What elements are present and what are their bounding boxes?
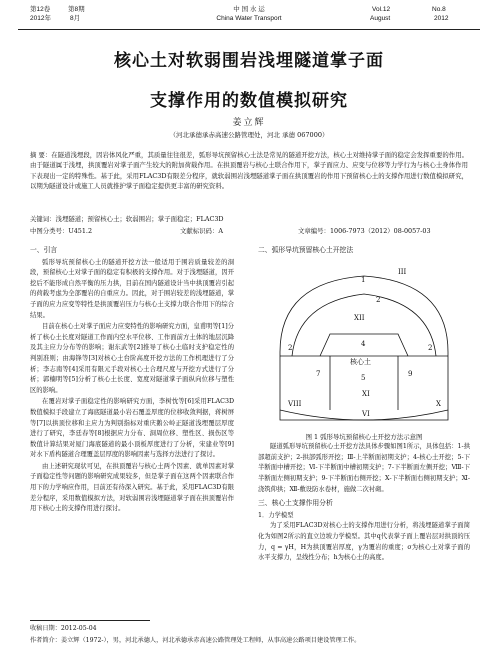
label-11-roman: XI [362,389,370,398]
arch-outline [280,276,448,420]
label-4: 4 [361,339,366,348]
label-5: 5 [361,373,366,382]
received-date: 收稿日期：2012-05-04 [30,625,97,632]
header-journal-en: China Water Transport [216,15,282,22]
header-rule [18,29,480,30]
author-bio: 作者简介：姜立辉（1972-），男，河北承德人，河北承德承赤高速公路管理处工程师，从事高速公路项目建设管理工作。 [30,637,361,644]
header-month-cn: 8月 [70,15,81,22]
paragraph: 由上述研究现状可见，在拱顶覆岩与核心土两个因素、就单因素对掌子面稳定性等问题的影响研究成果较多，但是掌子面在这两个因素联合作用下的力学响应作用，目前还有待深入研究。基于此，采用FLAC3D有限差分程序，采用数值模拟方法，对软弱围岩浅埋隧道掌子面在拱顶覆岩作用下核心土的支撑作用进行探讨。 [30,462,234,513]
header-volume-en: Vol.12 [372,6,391,13]
tunnel-section-figure [258,260,470,430]
label-1: 1 [361,275,366,284]
header-year-en: 2012 [434,15,449,22]
label-core-soil: 核心土 [350,357,371,366]
paragraph: 隧道弧形导坑预留核心土开挖方法具体步骤如图1所示，具体包括：1-拱部超前支护；2-拱部弧形开挖；Ⅲ-上半断面初期支护；4-核心土开挖；5-下半断面中槽开挖；Ⅵ-下半断面中槽初期支护；7-下半断面左侧开挖；Ⅷ-下半断面左侧初期支护；9-下半断面右侧开挖；Ⅹ-下半断面右侧初期支护；Ⅺ-浇筑仰拱；Ⅻ-敷设防水卷材，施做二次衬砌。 [258,443,470,493]
title-line-1: 核心土对软弱围岩浅埋隧道掌子面 [114,51,384,71]
label-6-roman: VI [362,409,370,418]
label-2: 2 [288,343,293,352]
paragraph: 在覆岩对掌子面稳定性的影响研究方面，李树忱等[6]采用FLAC3D数值模拟手段建立了海底隧道最小岩石覆盖厚度的位移收敛判据，蒋树屏等[7]以拱顶位移和主应力为判别指标对重庆鹅公岭正隧道浅埋覆层厚度进行了研究，李廷春等[8]根据应力分布、洞周位移、塑性区、损伤区等数值计算结果对厦门海底隧道的最小顶板厚度进行了分析，宋建业等[9]对水下盾构隧道合理覆盖层厚度的影响因素与选择方法进行了探讨。 [30,398,234,459]
label-7: 7 [316,369,321,378]
label-12-roman: XII [354,313,365,322]
running-header [0,6,498,30]
affiliation: （河北承德承赤高速公路管理处，河北 承德 067000） [169,131,329,139]
section-heading-analysis: 三、核心土支撑作用分析 [258,499,333,508]
header-month-en: August [370,15,391,22]
clc-number: 中图分类号：U451.2 [30,227,93,235]
section-heading-method: 二、弧形导坑预留核心土开挖法 [258,246,354,254]
document-code: 文献标识码：A [180,227,223,235]
paragraph: 为了采用FLAC3D对核心土的支撑作用进行分析，将浅埋隧道掌子面简化为如图2所示的直立边坡力学模型。其中q代表掌子面上覆岩层对拱顶的压力，q = γH，H为拱顶覆岩厚度，γ为覆岩的重度；σ为核心土对掌子面的水平支撑力，呈线性分布；h为核心土的高度。 [258,522,470,562]
header-journal-cn: 中 国 水 运 [233,6,265,13]
left-column [30,245,234,516]
subsection-heading: 1．力学模型 [258,511,294,519]
label-9: 9 [408,369,413,378]
label-2-upper: 2 [376,295,381,304]
keywords: 关键词：浅埋隧道；预留核心土；软弱围岩；掌子面稳定；FLAC3D [30,215,224,223]
label-3-roman: III [398,267,407,276]
header-year-cn: 2012年 [30,15,51,22]
label-10-roman: X [436,399,441,408]
section-heading-intro: 一、引言 [30,246,58,254]
footnote-rule [30,620,150,621]
header-issue-cn: 第8期 [68,6,85,13]
abstract: 摘 要：在隧道浅埋段，因岩体风化严重，其质量往往很差，弧形导坑预留核心土法是常见的隧道开挖方法，核心土对维持掌子面的稳定会发挥重要的作用。由于隧道属于浅埋，拱顶覆岩对掌子面产生较大的附加荷载作用。在拱顶覆岩与核心土联合作用下，掌子面应力、应变与位移等力学行为与核心土身体作用下表现出一定的特殊性。基于此，采用FLAC3D有限差分程序，就软弱围岩浅埋隧道掌子面在拱顶覆岩的作用下预留核心土的支撑作用进行数值模拟研究，以期为隧道设计或施工人员就推护掌子面稳定提供更丰富的研究资料。 [30,151,468,191]
header-number-en: No.8 [432,6,446,13]
label-8-roman: VIII [288,399,302,408]
article-number: 文章编号：1006-7973（2012）08-0057-03 [298,227,431,235]
author: 姜立辉 [232,118,266,128]
right-column [258,245,470,565]
title-line-2: 支撑作用的数值模拟研究 [150,91,348,111]
header-volume-cn: 第12卷 [30,6,51,13]
paragraph: 弧形导坑预留核心土的隧道开挖方法一般适用于围岩质量较差的洞段，预留核心土对掌子面的稳定有积极的支撑作用。对于浅埋隧道，因开挖后不能形成自然平衡的压力拱，目前在国内隧道设计当中拱顶覆岩引起的荷载考虑为全部覆岩的自重应力。因此，对于围岩较差的浅埋隧道，掌子面的应力应变等特性是拱顶覆岩压力与核心土支撑力联合作用下的综合结果。 [30,258,234,319]
figure-caption: 图 1 弧形导坑预留核心土开挖方法示意图 [305,432,423,441]
paragraph: 目前在核心土对掌子面应力应变特性的影响研究方面，皇甫明等[1]分析了核心土长度对隧道工作面内空水平位移、工作面前方土体的地层沉降及其主应力分布等的影响；谢东武等[2]推导了核心土临时支护稳定性的判别准则；由海锋等[3]对核心土台阶高度开挖方法的工作机理进行了分析；李志南等[4]采用有限元手段对核心土合理尺度与开挖方式进行了分析；郭楠明等[5]分析了核心土长度、宽度对隧道掌子面纵向位移与塑性区的影响。 [30,323,234,394]
excavation-diagram [258,260,470,430]
label-2-right: 2 [428,343,433,352]
